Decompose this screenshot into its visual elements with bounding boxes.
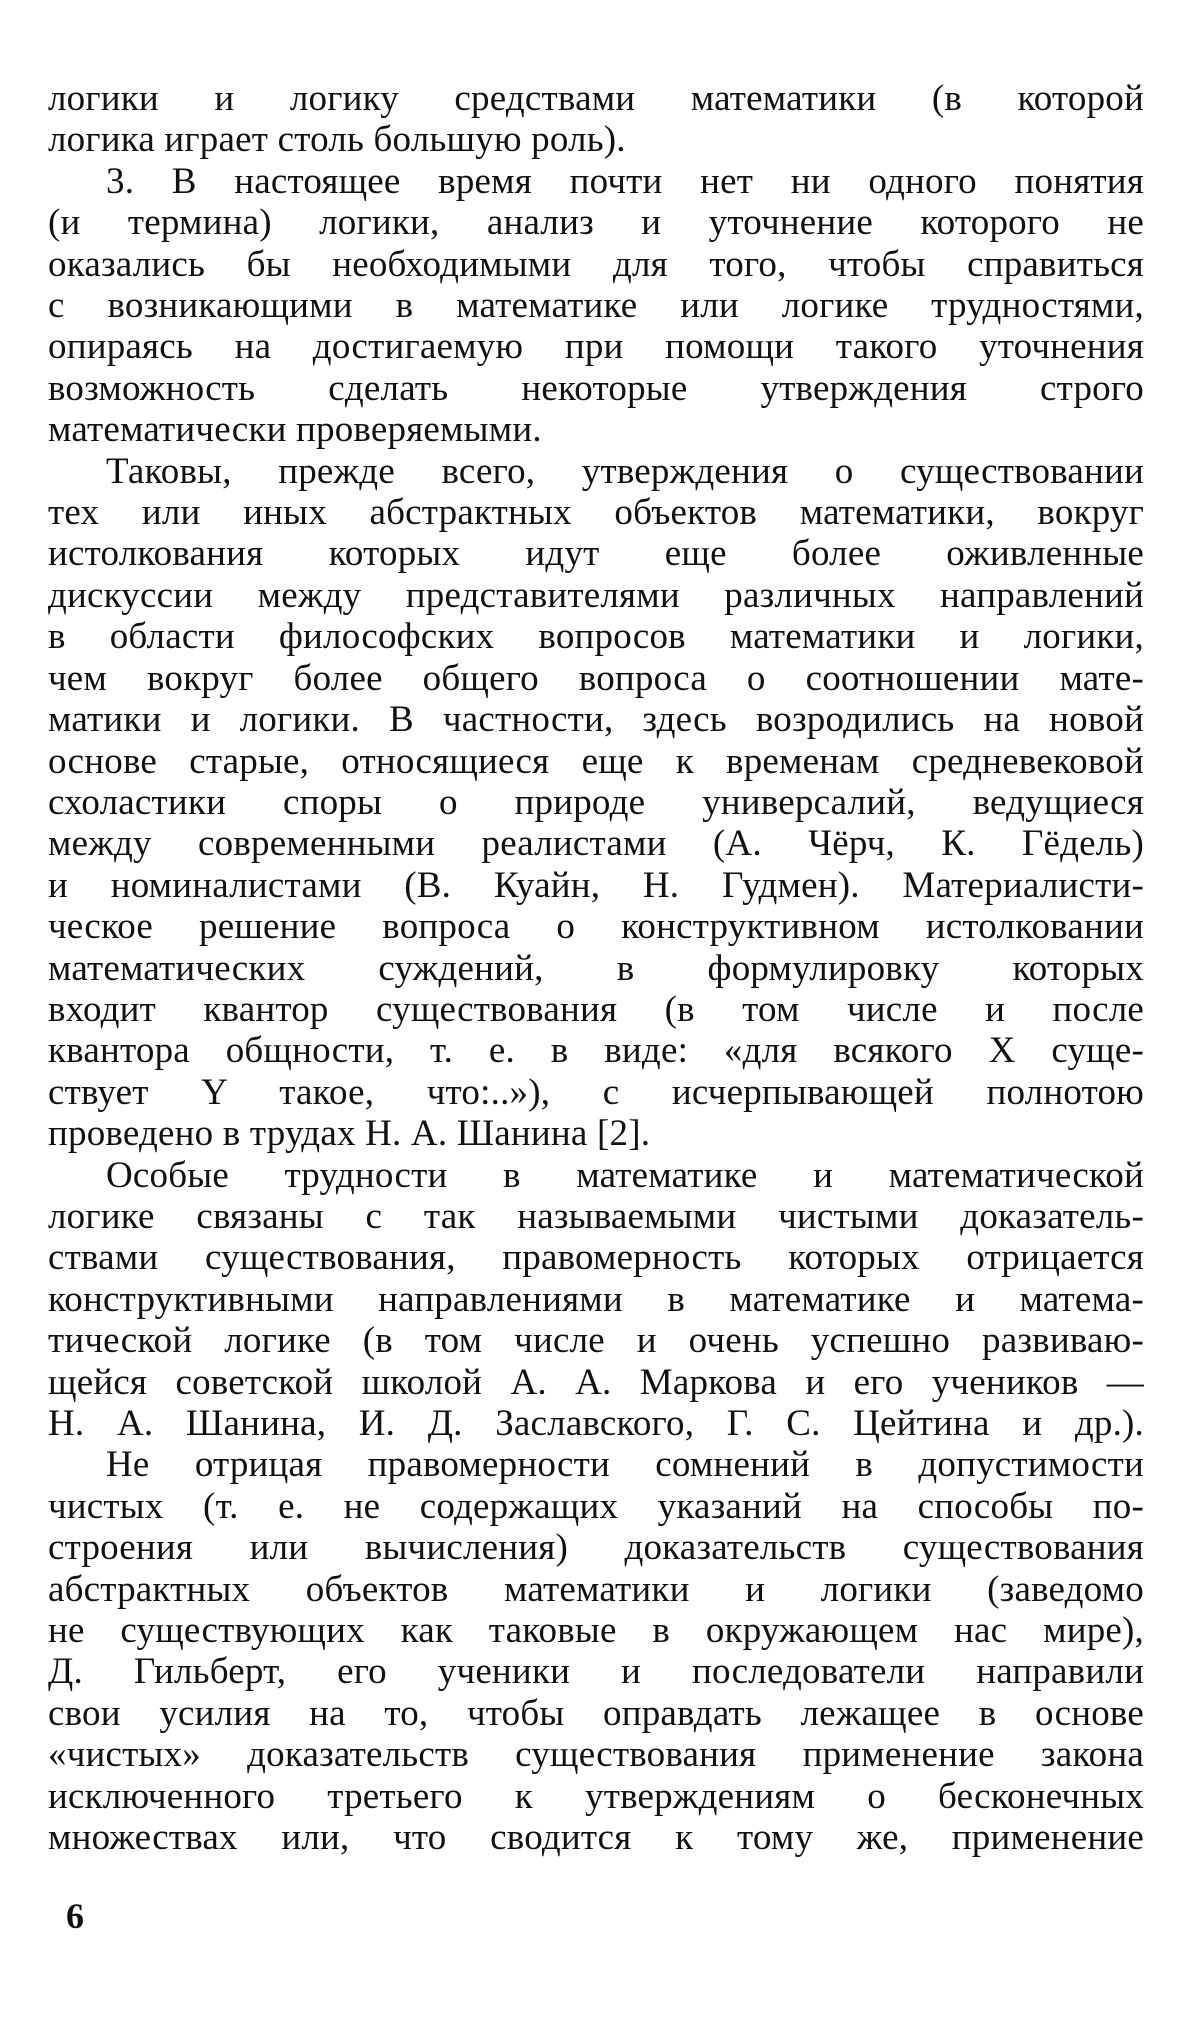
text-line: Особые трудности в математике и математической [106,1154,1144,1196]
paragraph-continued [48,78,1144,161]
book-page-text [48,78,1144,1858]
text-line: не существующих как таковые в окружающем нас мире), [48,1610,1144,1652]
paragraph-pure-existence-proofs [48,1155,1144,1445]
text-line: Таковы, прежде всего, утверждения о существовании [106,450,1144,492]
text-line: 3. В настоящее время почти нет ни одного понятия [106,160,1144,202]
text-line: чистых (т. е. не содержащих указаний на способы по- [48,1485,1144,1527]
page-number: 6 [66,1896,84,1936]
text-line: свои усилия на то, чтобы оправдать лежащее в основе [48,1692,1144,1734]
text-line: щейся советской школой А. А. Маркова и его учеников — [48,1361,1144,1403]
text-line: входит квантор существования (в том числе и после [48,988,1144,1030]
text-line: основе старые, относящиеся еще к временам средневековой [48,740,1144,782]
text-line: тех или иных абстрактных объектов математики, вокруг [48,492,1144,534]
text-line: оказались бы необходимыми для того, чтобы справиться [48,243,1144,285]
text-line: множествах или, что сводится к тому же, применение [48,1817,1144,1859]
text-line: между современными реалистами (А. Чёрч, К. Гёдель) [48,823,1144,865]
text-line: строения или вычисления) доказательств существования [48,1527,1144,1569]
text-line: чем вокруг более общего вопроса о соотношении мате- [48,657,1144,699]
text-line: опираясь на достигаемую при помощи такого уточнения [48,326,1144,368]
text-line: в области философских вопросов математики и логики, [48,616,1144,658]
text-line: Н. А. Шанина, И. Д. Заславского, Г. С. Цейтина и др.). [48,1403,1144,1444]
text-line: дискуссии между представителями различных направлений [48,574,1144,616]
text-line: конструктивными направлениями в математике и матема- [48,1278,1144,1320]
text-line: Д. Гильберт, его ученики и последователи направили [48,1651,1144,1693]
text-line: Не отрицая правомерности сомнений в допустимости [106,1444,1144,1486]
text-line: абстрактных объектов математики и логики (заведомо [48,1568,1144,1610]
text-line: квантора общности, т. е. в виде: «для всякого X суще- [48,1030,1144,1072]
text-line: возможность сделать некоторые утверждения строго [48,367,1144,409]
text-line: схоластики споры о природе универсалий, ведущиеся [48,781,1144,823]
text-line: ствует Y такое, что:..»), с исчерпывающей полнотою [48,1071,1144,1113]
text-line: математических суждений, в формулировку которых [48,947,1144,989]
text-line: исключенного третьего к утверждениям о бесконечных [48,1775,1144,1817]
text-line: ческое решение вопроса о конструктивном истолковании [48,906,1144,948]
text-line: матики и логики. В частности, здесь возродились на новой [48,699,1144,741]
text-line: «чистых» доказательств существования применение закона [48,1734,1144,1776]
text-line: математически проверяемыми. [48,409,542,451]
text-line: логика играет столь большую роль). [48,119,626,161]
text-line: (и термина) логики, анализ и уточнение которого не [48,202,1144,244]
text-line: ствами существования, правомерность которых отрицается [48,1237,1144,1279]
paragraph-3 [48,161,1144,451]
paragraph-existence-statements [48,451,1144,1155]
text-line: тической логике (в том числе и очень успешно развиваю- [48,1320,1144,1362]
text-line: логики и логику средствами математики (в которой [48,78,1144,119]
paragraph-hilbert [48,1444,1144,1858]
text-line: проведено в трудах Н. А. Шанина [2]. [48,1113,651,1155]
text-line: и номиналистами (В. Куайн, Н. Гудмен). Материалисти- [48,864,1144,906]
text-line: логике связаны с так называемыми чистыми доказатель- [48,1195,1144,1237]
text-line: истолкования которых идут еще более оживленные [48,533,1144,575]
text-line: с возникающими в математике или логике трудностями, [48,285,1144,327]
